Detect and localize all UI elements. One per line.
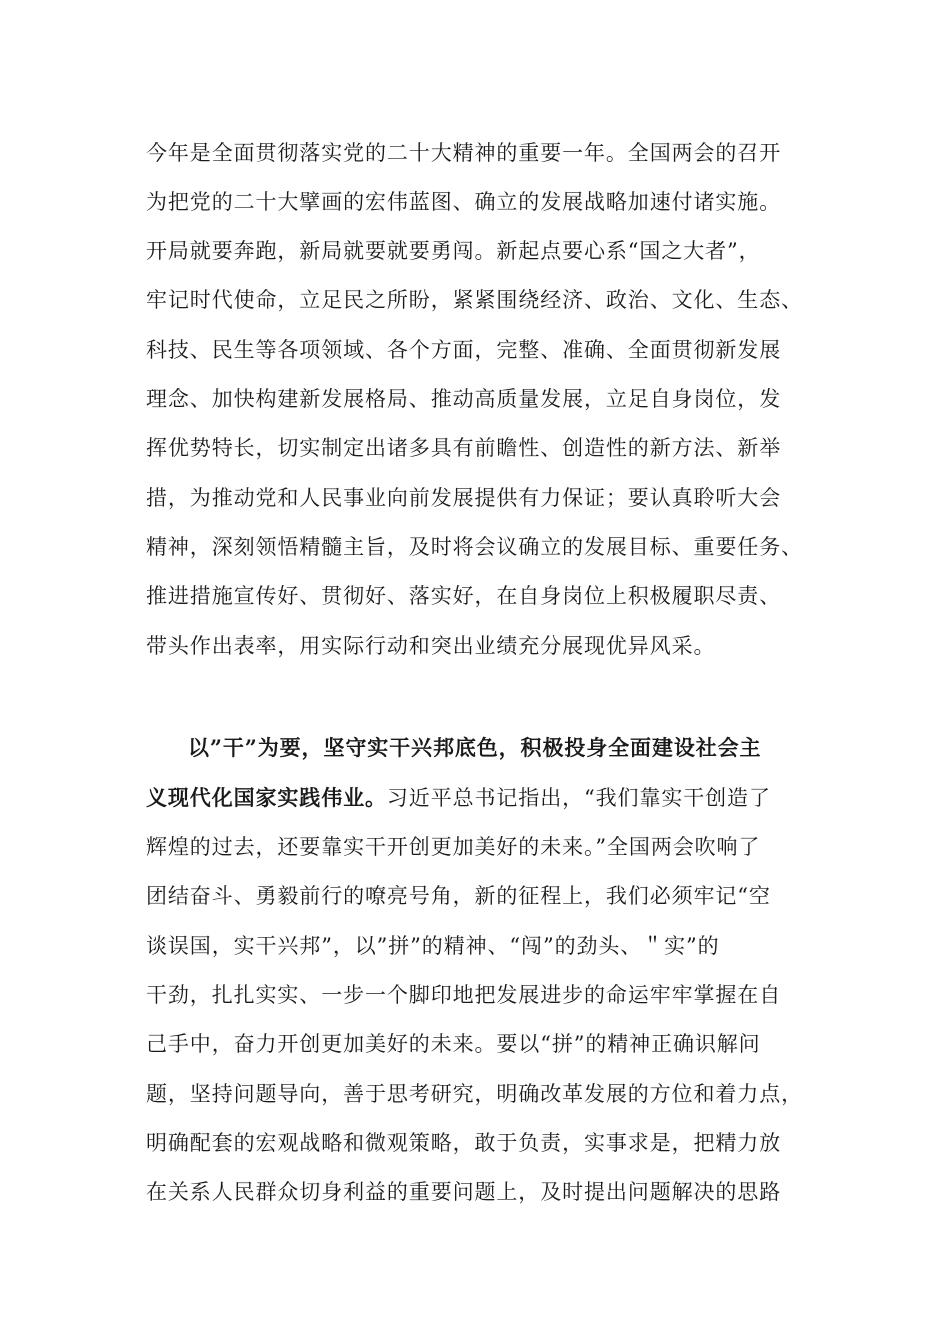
paragraph-line: 团结奋斗、勇毅前行的嘹亮号角，新的征程上，我们必须牢记“空	[146, 884, 771, 908]
paragraph-line: 己手中，奋力开创更加美好的未来。要以“拼”的精神正确识解问	[146, 1032, 761, 1056]
paragraph-line: 明确配套的宏观战略和微观策略，敢于负责，实事求是，把精力放	[146, 1131, 782, 1155]
paragraph-line: 科技、民生等各项领域、各个方面，完整、准确、全面贯彻新发展	[146, 338, 782, 362]
paragraph-line: 带头作出表率，用实际行动和突出业绩充分展现优异风采。	[146, 634, 716, 658]
paragraph-line: 挥优势特长，切实制定出诸多具有前瞻性、创造性的新方法、新举	[146, 436, 782, 460]
paragraph-line: 精神，深刻领悟精髓主旨，及时将会议确立的发展目标、重要任务、	[146, 535, 803, 559]
paragraph-line	[146, 784, 771, 812]
paragraph-line: 牢记时代使命，立足民之所盼，紧紧围绕经济、政治、文化、生态、	[146, 288, 803, 312]
paragraph-line: 为把党的二十大擘画的宏伟蓝图、确立的发展战略加速付诸实施。	[146, 190, 782, 214]
paragraph-line: 谈误国，实干兴邦”，以”拼”的精神、“闯”的劲头、＂实”的	[146, 934, 720, 958]
paragraph-line: 理念、加快构建新发展格局、推动高质量发展，立足自身岗位，发	[146, 387, 782, 411]
paragraph-line: 措，为推动党和人民事业向前发展提供有力保证；要认真聆听大会	[146, 486, 782, 510]
section-heading-end: 义现代化国家实践伟业。	[146, 785, 387, 810]
paragraph-line: 题，坚持问题导向，善于思考研究，明确改革发展的方位和着力点，	[146, 1082, 803, 1106]
quote-intro: 习近平总书记指出，“我们靠实干创造了	[386, 786, 771, 810]
paragraph-line: 今年是全面贯彻落实党的二十大精神的重要一年。全国两会的召开	[146, 141, 782, 165]
paragraph-line: 推进措施宣传好、贯彻好、落实好，在自身岗位上积极履职尽责、	[146, 584, 782, 608]
paragraph-line: 在关系人民群众切身利益的重要问题上，及时提出问题解决的思路	[146, 1180, 782, 1204]
paragraph-line: 干劲，扎扎实实、一步一个脚印地把发展进步的命运牢牢掌握在自	[146, 983, 782, 1007]
paragraph-line: 开局就要奔跑，新局就要就要勇闯。新起点要心系“国之大者”，	[146, 239, 761, 263]
section-heading: 以”干”为要，坚守实干兴邦底色，积极投身全面建设社会主	[188, 735, 762, 760]
paragraph-line: 辉煌的过去，还要靠实干开创更加美好的未来。”全国两会吹响了	[146, 835, 761, 859]
